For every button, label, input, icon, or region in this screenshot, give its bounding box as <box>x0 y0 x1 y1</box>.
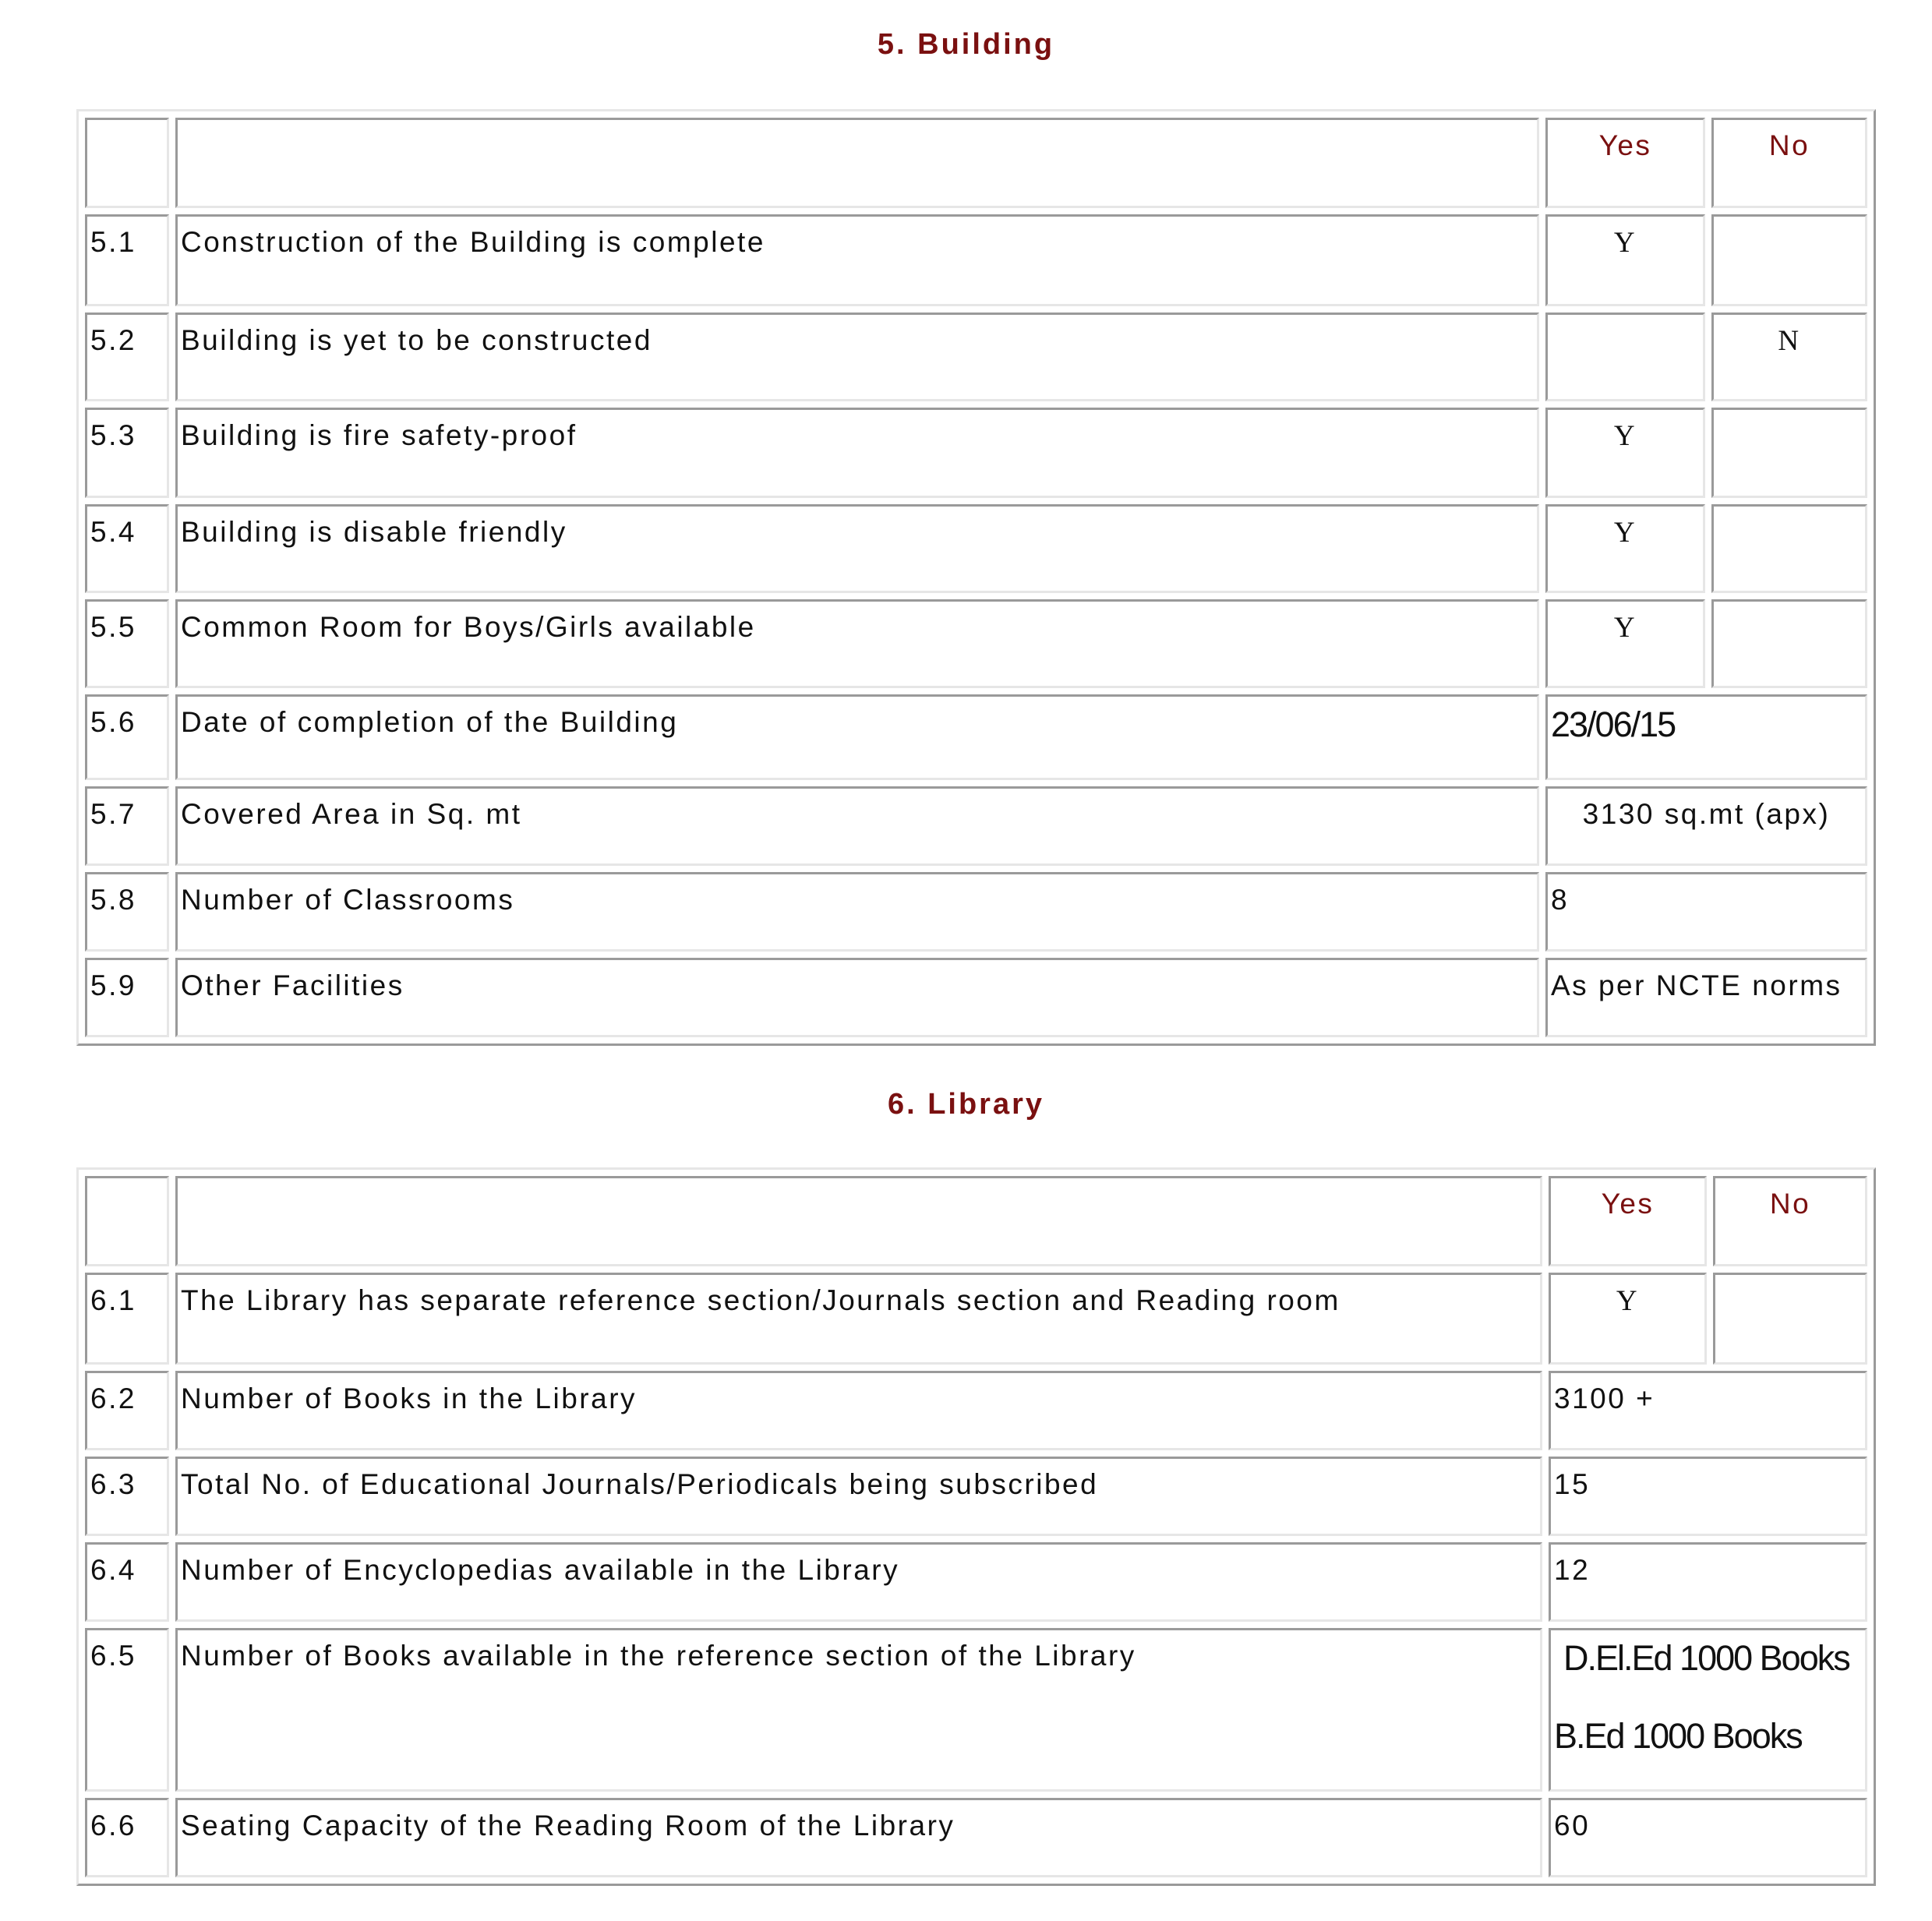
yes-mark: Y <box>1545 504 1705 593</box>
header-num-cell <box>85 1176 169 1266</box>
header-no: No <box>1711 118 1867 208</box>
row-description: Number of Classrooms <box>175 872 1539 952</box>
row-value: 8 <box>1545 872 1867 952</box>
row-value: 23/06/15 <box>1545 694 1867 780</box>
row-number: 6.2 <box>85 1371 169 1450</box>
table-header-row <box>85 1176 1867 1266</box>
no-mark <box>1713 1273 1867 1365</box>
row-number: 5.9 <box>85 958 169 1037</box>
row-number: 5.2 <box>85 313 169 401</box>
row-number: 6.5 <box>85 1628 169 1792</box>
table-row <box>85 599 1867 688</box>
row-number: 6.6 <box>85 1798 169 1877</box>
header-yes: Yes <box>1545 118 1705 208</box>
header-yes: Yes <box>1549 1176 1707 1266</box>
row-value: 12 <box>1549 1542 1867 1622</box>
row-description: Covered Area in Sq. mt <box>175 786 1539 866</box>
yes-mark <box>1545 313 1705 401</box>
row-value-line-2: B.Ed 1000 Books <box>1554 1716 1802 1756</box>
yes-mark: Y <box>1545 408 1705 498</box>
row-description: Construction of the Building is complete <box>175 214 1539 306</box>
row-number: 5.6 <box>85 694 169 780</box>
row-number: 5.4 <box>85 504 169 593</box>
table-row <box>85 1273 1867 1365</box>
row-description: Number of Encyclopedias available in the Library <box>175 1542 1542 1622</box>
row-number: 5.3 <box>85 408 169 498</box>
row-number: 5.8 <box>85 872 169 952</box>
table-row <box>85 1628 1867 1792</box>
table-row <box>85 1457 1867 1536</box>
row-description: Other Facilities <box>175 958 1539 1037</box>
row-description: Building is fire safety-proof <box>175 408 1539 498</box>
yes-mark: Y <box>1549 1273 1707 1365</box>
row-value: 15 <box>1549 1457 1867 1536</box>
row-number: 5.7 <box>85 786 169 866</box>
no-mark <box>1711 599 1867 688</box>
table-row <box>85 872 1867 952</box>
no-mark <box>1711 504 1867 593</box>
row-description: Building is yet to be constructed <box>175 313 1539 401</box>
row-number: 6.1 <box>85 1273 169 1365</box>
header-num-cell <box>85 118 169 208</box>
row-value <box>1549 1628 1867 1792</box>
row-number: 5.1 <box>85 214 169 306</box>
row-description: Common Room for Boys/Girls available <box>175 599 1539 688</box>
table-row <box>85 958 1867 1037</box>
row-value: 3100 + <box>1549 1371 1867 1450</box>
table-row <box>85 313 1867 401</box>
header-desc-cell <box>175 1176 1542 1266</box>
row-value-line-1: D.El.Ed 1000 Books <box>1563 1638 1849 1678</box>
library-table <box>76 1167 1876 1886</box>
row-number: 6.3 <box>85 1457 169 1536</box>
row-description: The Library has separate reference section/Journals section and Reading room <box>175 1273 1542 1365</box>
yes-mark: Y <box>1545 214 1705 306</box>
table-row <box>85 694 1867 780</box>
table-row <box>85 1371 1867 1450</box>
building-section-title: 5. Building <box>877 28 1055 61</box>
table-row <box>85 214 1867 306</box>
row-number: 5.5 <box>85 599 169 688</box>
no-mark <box>1711 408 1867 498</box>
row-description: Date of completion of the Building <box>175 694 1539 780</box>
building-table <box>76 109 1876 1046</box>
header-desc-cell <box>175 118 1539 208</box>
row-number: 6.4 <box>85 1542 169 1622</box>
row-description: Total No. of Educational Journals/Periodicals being subscribed <box>175 1457 1542 1536</box>
table-row <box>85 1542 1867 1622</box>
row-value: 3130 sq.mt (apx) <box>1545 786 1867 866</box>
no-mark <box>1711 214 1867 306</box>
table-row <box>85 408 1867 498</box>
table-header-row <box>85 118 1867 208</box>
yes-mark: Y <box>1545 599 1705 688</box>
table-row <box>85 1798 1867 1877</box>
row-description: Number of Books in the Library <box>175 1371 1542 1450</box>
no-mark: N <box>1711 313 1867 401</box>
row-value: As per NCTE norms <box>1545 958 1867 1037</box>
header-no: No <box>1713 1176 1867 1266</box>
row-description: Number of Books available in the reference section of the Library <box>175 1628 1542 1792</box>
table-row <box>85 504 1867 593</box>
row-description: Seating Capacity of the Reading Room of the Library <box>175 1798 1542 1877</box>
row-value: 60 <box>1549 1798 1867 1877</box>
table-row <box>85 786 1867 866</box>
library-section-title: 6. Library <box>887 1088 1045 1121</box>
row-description: Building is disable friendly <box>175 504 1539 593</box>
